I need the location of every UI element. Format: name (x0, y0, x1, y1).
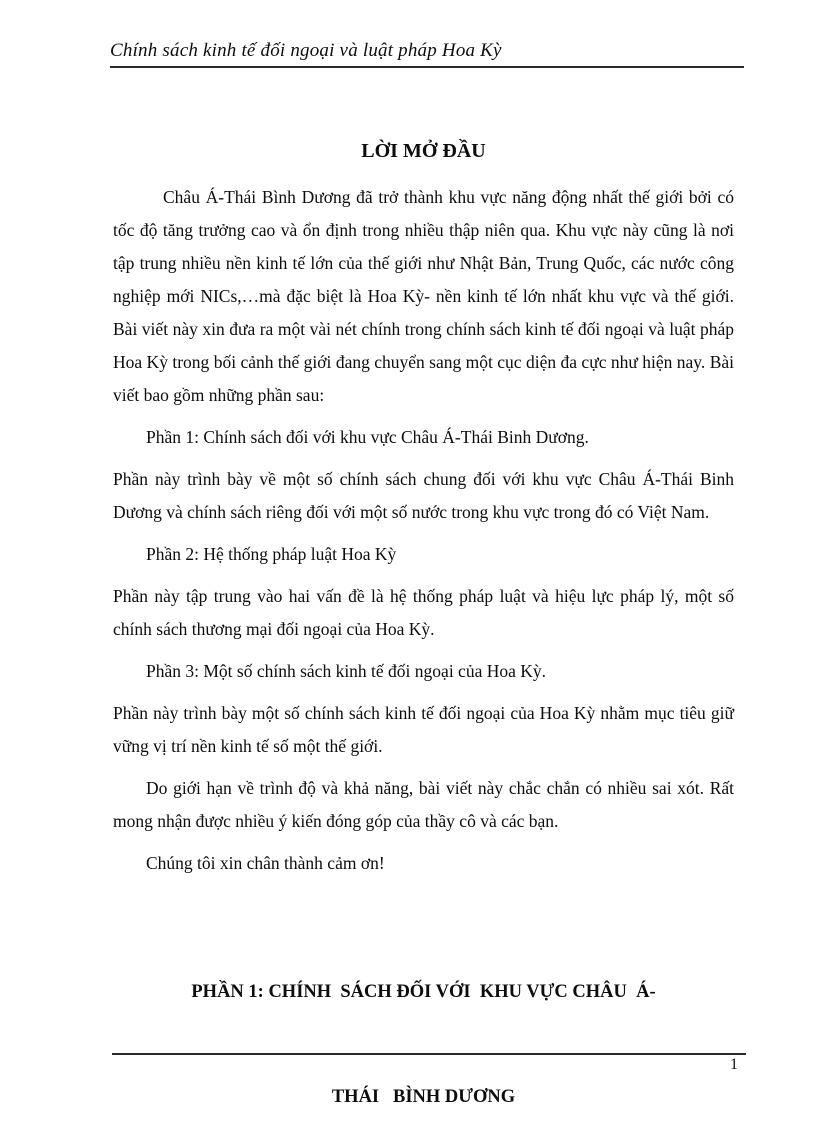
part3-description: Phần này trình bày một số chính sách kinh tế đối ngoại của Hoa Kỳ nhằm mục tiêu giữ vững vị trí nền kinh tế số một thế giới. (113, 703, 734, 756)
part1-heading: Phần 1: Chính sách đối với khu vực Châu Á-Thái Binh Dương. (146, 427, 589, 447)
section-heading (113, 905, 734, 1123)
part2-heading: Phần 2: Hệ thống pháp luật Hoa Kỳ (146, 544, 397, 564)
page-header (110, 40, 744, 68)
part2-description: Phần này tập trung vào hai vấn đề là hệ thống pháp luật và hiệu lực pháp lý, một số chính sách thương mại đối ngoại của Hoa Kỳ. (113, 586, 734, 639)
section-heading-line2: THÁI BÌNH DƯƠNG (331, 1087, 516, 1107)
footer-rule (112, 1053, 746, 1055)
part3-heading: Phần 3: Một số chính sách kinh tế đối ngoại của Hoa Kỳ. (146, 661, 547, 681)
intro-paragraph: Châu Á-Thái Bình Dương đã trở thành khu vực năng động nhất thế giới bởi có tốc độ tăng trưởng cao và ổn định trong nhiều thập niên qua. Khu vực này cũng là nơi tập trung nhiều nền kinh tế lớn của thế giới như Nhật Bản, Trung Quốc, các nước công nghiệp mới NICs,…mà đặc biệt là Hoa Kỳ- nền kinh tế lớn nhất khu vực và thế giới. Bài viết này xin đưa ra một vài nét chính trong chính sách kinh tế đối ngoại và luật pháp Hoa Kỳ trong bối cảnh thế giới đang chuyển sang một cục diện đa cực như hiện nay. Bài viết bao gồm những phần sau: (113, 187, 734, 405)
closing-paragraph: Do giới hạn về trình độ và khả năng, bài viết này chắc chắn có nhiều sai xót. Rất mong nhận được nhiều ý kiến đóng góp của thầy cô và các bạn. (113, 778, 734, 831)
page-number: 1 (730, 1056, 738, 1073)
part1-description: Phần này trình bày về một số chính sách chung đối với khu vực Châu Á-Thái Binh Dương và chính sách riêng đối với một số nước trong khu vực trong đó có Việt Nam. (113, 469, 734, 522)
document-title: LỜI MỞ ĐẦU (361, 140, 486, 162)
document-body (113, 181, 734, 1123)
running-title: Chính sách kinh tế đối ngoại và luật pháp Hoa Kỳ (110, 40, 502, 61)
thanks-paragraph: Chúng tôi xin chân thành cảm ơn! (146, 853, 385, 873)
section-heading-line1: PHẦN 1: CHÍNH SÁCH ĐỐI VỚI KHU VỰC CHÂU Á- (191, 982, 656, 1002)
